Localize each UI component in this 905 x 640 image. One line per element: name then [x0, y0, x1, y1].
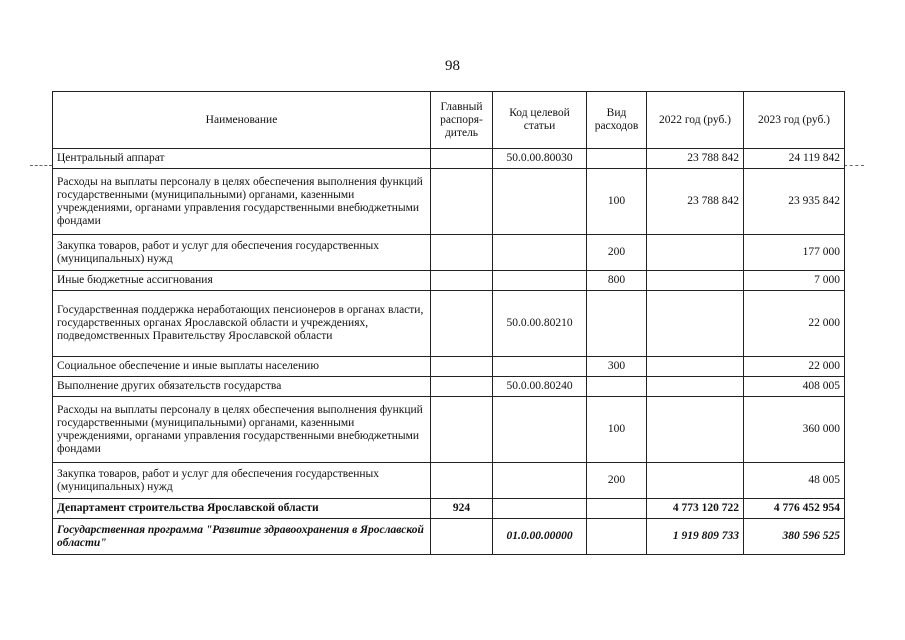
- cell-vid: 200: [587, 463, 647, 499]
- table-row: [53, 169, 845, 235]
- dashed-line-left: [30, 165, 52, 166]
- cell-2023: 22 000: [744, 357, 845, 377]
- cell-vid: 800: [587, 271, 647, 291]
- table-row: [53, 357, 845, 377]
- cell-name: Государственная поддержка неработающих пенсионеров в органах власти, государственных органах Ярославской области и учреждениях, подведомственных Правительству Ярославской области: [53, 291, 431, 357]
- cell-grs: [431, 169, 493, 235]
- cell-2023: 48 005: [744, 463, 845, 499]
- cell-name: Центральный аппарат: [53, 149, 431, 169]
- table-row: [53, 519, 845, 555]
- cell-name: Социальное обеспечение и иные выплаты населению: [53, 357, 431, 377]
- cell-2022: 4 773 120 722: [647, 499, 744, 519]
- cell-2022: [647, 291, 744, 357]
- cell-grs: [431, 377, 493, 397]
- cell-grs: [431, 357, 493, 377]
- header-name: Наименование: [53, 92, 431, 149]
- cell-2023: 22 000: [744, 291, 845, 357]
- cell-grs: [431, 519, 493, 555]
- header-vid: Вид расходов: [587, 92, 647, 149]
- cell-grs: 924: [431, 499, 493, 519]
- cell-2023: 380 596 525: [744, 519, 845, 555]
- cell-code: [493, 235, 587, 271]
- cell-vid: [587, 149, 647, 169]
- cell-name: Закупка товаров, работ и услуг для обеспечения государственных (муниципальных) нужд: [53, 463, 431, 499]
- table-row: [53, 291, 845, 357]
- cell-name: Иные бюджетные ассигнования: [53, 271, 431, 291]
- header-grs: Главный распоря-дитель: [431, 92, 493, 149]
- table-row: [53, 149, 845, 169]
- table-row: [53, 499, 845, 519]
- table-row: [53, 271, 845, 291]
- cell-code: 50.0.00.80210: [493, 291, 587, 357]
- table-row: [53, 377, 845, 397]
- cell-vid: 300: [587, 357, 647, 377]
- cell-grs: [431, 291, 493, 357]
- cell-2023: 408 005: [744, 377, 845, 397]
- cell-2023: 4 776 452 954: [744, 499, 845, 519]
- header-code: Код целевой статьи: [493, 92, 587, 149]
- cell-2023: 360 000: [744, 397, 845, 463]
- cell-code: [493, 169, 587, 235]
- cell-vid: 200: [587, 235, 647, 271]
- cell-2023: 23 935 842: [744, 169, 845, 235]
- cell-name: Выполнение других обязательств государства: [53, 377, 431, 397]
- cell-code: 50.0.00.80240: [493, 377, 587, 397]
- cell-vid: 100: [587, 169, 647, 235]
- cell-code: 50.0.00.80030: [493, 149, 587, 169]
- cell-code: [493, 499, 587, 519]
- cell-2023: 24 119 842: [744, 149, 845, 169]
- cell-name: Департамент строительства Ярославской области: [53, 499, 431, 519]
- dashed-line-right: [844, 165, 864, 166]
- cell-vid: [587, 519, 647, 555]
- cell-grs: [431, 271, 493, 291]
- cell-2022: 23 788 842: [647, 149, 744, 169]
- cell-2023: 7 000: [744, 271, 845, 291]
- header-2022: 2022 год (руб.): [647, 92, 744, 149]
- cell-grs: [431, 397, 493, 463]
- cell-vid: [587, 377, 647, 397]
- cell-vid: [587, 291, 647, 357]
- cell-vid: [587, 499, 647, 519]
- cell-name: Расходы на выплаты персоналу в целях обеспечения выполнения функций государственными (муниципальными) органами, казенными учреждениями, органами управления государственными внебюджетными фондами: [53, 169, 431, 235]
- cell-name: Государственная программа "Развитие здравоохранения в Ярославской области": [53, 519, 431, 555]
- cell-2022: [647, 271, 744, 291]
- cell-name: Закупка товаров, работ и услуг для обеспечения государственных (муниципальных) нужд: [53, 235, 431, 271]
- cell-2022: [647, 235, 744, 271]
- cell-name: Расходы на выплаты персоналу в целях обеспечения выполнения функций государственными (муниципальными) органами, казенными учреждениями, органами управления государственными внебюджетными фондами: [53, 397, 431, 463]
- budget-table: [52, 91, 845, 555]
- cell-grs: [431, 463, 493, 499]
- cell-code: [493, 397, 587, 463]
- cell-2022: 23 788 842: [647, 169, 744, 235]
- table-header-row: [53, 92, 845, 149]
- cell-vid: 100: [587, 397, 647, 463]
- table-row: [53, 397, 845, 463]
- table-row: [53, 463, 845, 499]
- table-row: [53, 235, 845, 271]
- cell-code: 01.0.00.00000: [493, 519, 587, 555]
- cell-2022: 1 919 809 733: [647, 519, 744, 555]
- cell-code: [493, 357, 587, 377]
- cell-code: [493, 463, 587, 499]
- cell-2022: [647, 397, 744, 463]
- cell-2022: [647, 377, 744, 397]
- page-number: 98: [445, 58, 460, 74]
- cell-grs: [431, 235, 493, 271]
- cell-2022: [647, 357, 744, 377]
- cell-2023: 177 000: [744, 235, 845, 271]
- cell-grs: [431, 149, 493, 169]
- header-2023: 2023 год (руб.): [744, 92, 845, 149]
- cell-code: [493, 271, 587, 291]
- cell-2022: [647, 463, 744, 499]
